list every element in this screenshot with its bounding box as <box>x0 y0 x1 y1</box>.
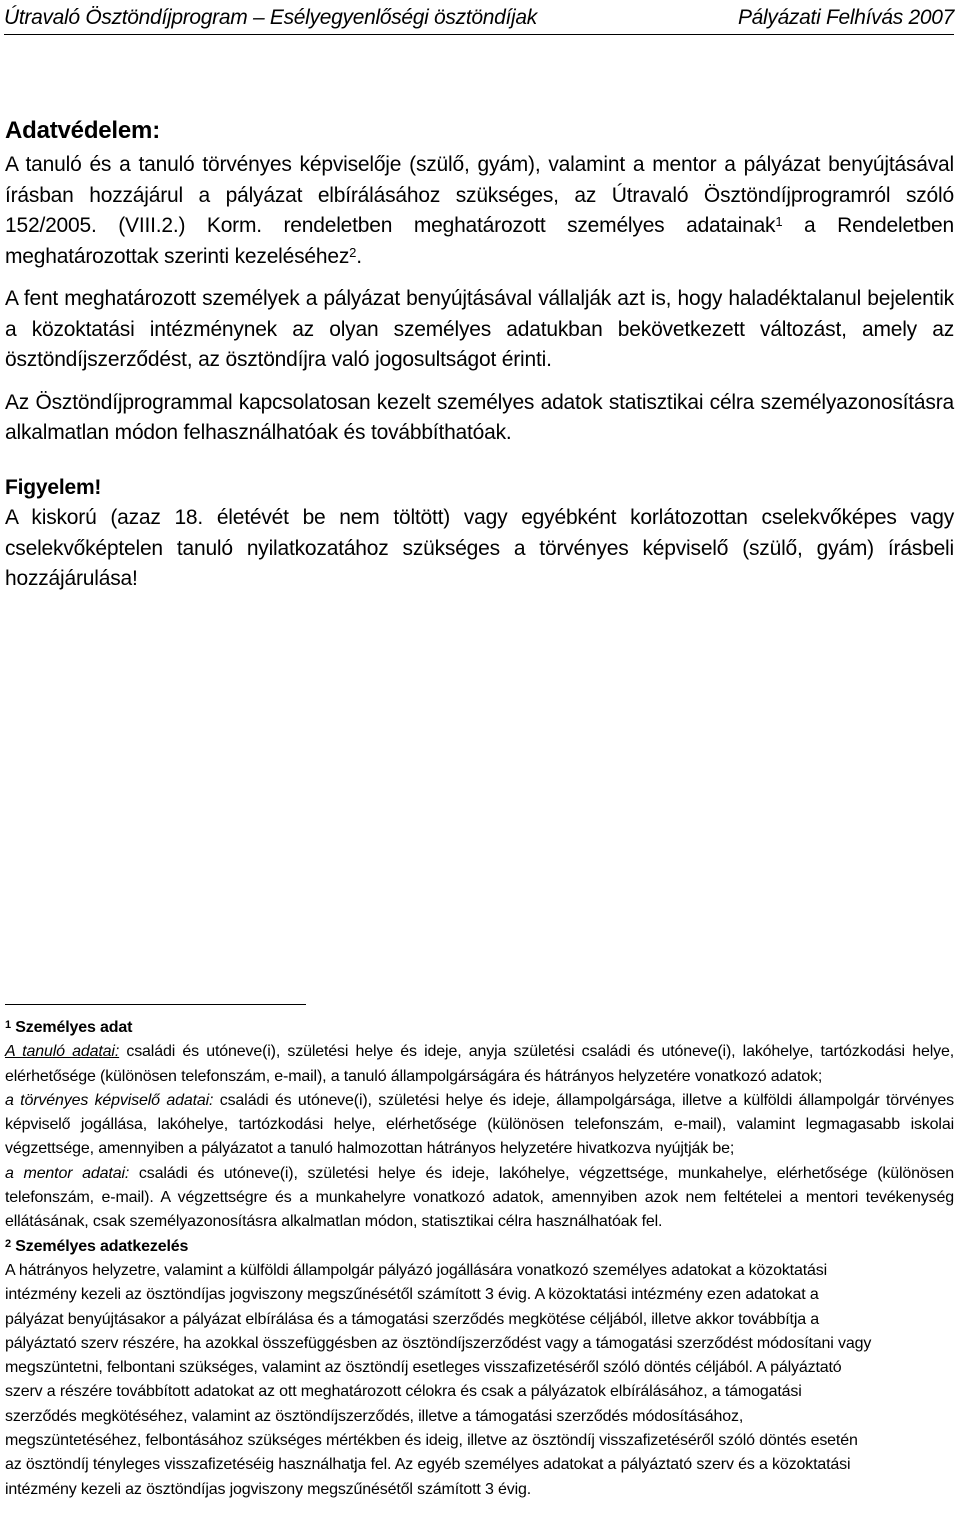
warning-paragraph: A kiskorú (azaz 18. életévét be nem töltött) vagy egyébként korlátozottan cselekvőképes vagy cselekvőképtelen tanuló nyilatkozatához szükséges a törvényes képviselő (szülő, gyám) írásbeli hozzájárulása! <box>5 506 954 590</box>
footnote-1-student <box>5 1040 954 1089</box>
footnote-ref-1[interactable]: 1 <box>775 214 783 229</box>
footnote-2-title <box>5 1235 954 1259</box>
footnote-ref-2[interactable]: 2 <box>349 244 357 260</box>
page-header <box>4 4 954 35</box>
footnote-2-line: szerződés megkötéséhez, valamint az ösztöndíjszerződés, illetve a támogatási szerződés módosításához, <box>5 1407 744 1425</box>
footnote-2-line: pályáztató szerv részére, ha azokkal összefüggésben az ösztöndíjszerződést vagy a támogatási szerződést módosítani vagy <box>5 1334 872 1352</box>
footnote-2-title-text: Személyes adatkezelés <box>10 1237 189 1255</box>
representative-data-label: a törvényes képviselő adatai: <box>5 1091 214 1109</box>
header-call-title: Pályázati Felhívás 2007 <box>737 6 954 29</box>
section-heading: Adatvédelem: <box>5 117 160 144</box>
consent-text-end: . <box>356 244 362 268</box>
footnote-2-line: A hátrányos helyzetre, valamint a külföldi állampolgár pályázó jogállására vonatkozó személyes adatokat a közoktatási <box>5 1261 828 1279</box>
footnote-separator <box>5 1004 306 1005</box>
footnotes <box>5 1016 954 1502</box>
consent-text: A tanuló és a tanuló törvényes képviselője (szülő, gyám), valamint a mentor a pályázat benyújtásával írásban hozzájárul a pályázat elbírálásához szükséges, az Útravaló Ösztöndíjprogramról szóló 152/2005. (VIII.2.) Korm. rendeletben meghatározott személyes adatainak <box>5 153 954 237</box>
notification-paragraph: A fent meghatározott személyek a pályázat benyújtásával vállalják azt is, hogy haladéktalanul bejelentik a közoktatási intézménynek az olyan személyes adatukban bekövetkezett változást, amely az ösztöndíjszerződést, az ösztöndíjra való jogosultságot érinti. <box>5 287 954 371</box>
footnote-2-line: megszüntetni, felbontani szükséges, valamint az ösztöndíj esetleges visszafizetéséről szóló döntés céljából. A pályáztató <box>5 1359 842 1377</box>
footnote-2-body <box>5 1259 954 1502</box>
representative-data-text: családi és utóneve(i), születési helye és ideje, állampolgársága, illetve a külföldi állampolgár törvényes képviselő jogállása, lakóhelye, tartózkodási helye, elérhetősége (különösen telefonszám, e-mail), valamint legmagasabb iskolai végzettsége, amennyiben a pályázatot a tanuló halmozottan hátrányos helyzetére hivatkozva nyújtják be; <box>5 1091 954 1158</box>
footnote-1-title <box>5 1016 954 1040</box>
consent-paragraph <box>5 150 954 272</box>
student-data-label: A tanuló adatai: <box>5 1043 120 1061</box>
footnote-2-line: intézmény kezeli az ösztöndíjas jogviszony megszűnésétől számított 3 évig. <box>5 1480 532 1498</box>
mentor-data-label: a mentor adatai: <box>5 1164 130 1182</box>
footnote-2-line: pályázat benyújtásakor a pályázat elbírálása és a támogatási szerződés megkötése céljából, illetve akkor továbbítja a <box>5 1310 820 1328</box>
warning-heading: Figyelem! <box>5 475 102 499</box>
footnote-2-number: 2 <box>5 1237 11 1250</box>
mentor-data-text: családi és utóneve(i), születési helye és ideje, lakóhelye, végzettsége, munkahelye, elérhetősége (különösen telefonszám, e-mail). A végzettségre és a munkahelyre vonatkozó adatok, amennyiben azok nem feltételei a mentori tevékenység ellátásának, csak személyazonosításra alkalmatlan módon, statisztikai célra használhatóak fel. <box>5 1164 954 1231</box>
header-program-title: Útravaló Ösztöndíjprogram – Esélyegyenlőségi ösztöndíjak <box>4 6 537 29</box>
footnote-2-line: az ösztöndíj tényleges visszafizetéséig használhatja fel. Az egyéb személyes adatokat a pályáztató szerv és a közoktatási <box>5 1456 851 1474</box>
footnote-2-line: intézmény kezeli az ösztöndíjas jogviszony megszűnésétől számított 3 évig. A közoktatási intézmény ezen adatokat a <box>5 1286 819 1304</box>
main-content <box>5 112 954 595</box>
footnote-1-representative <box>5 1089 954 1162</box>
student-data-text: családi és utóneve(i), születési helye és ideje, anyja születési családi és utóneve(i), lakóhelye, tartózkodási helye, elérhetősége (különösen telefonszám, e-mail), a tanuló állampolgárságára és hátrányos helyzetére vonatkozó adatok; <box>5 1043 954 1085</box>
statistics-paragraph: Az Ösztöndíjprogrammal kapcsolatosan kezelt személyes adatok statisztikai célra személyazonosításra alkalmatlan módon felhasználhatóak és továbbíthatóak. <box>5 390 954 444</box>
footnote-2-line: megszüntetéséhez, felbontásához szükséges mértékben és ideig, illetve az ösztöndíj visszafizetéséről szóló döntés esetén <box>5 1432 858 1450</box>
footnote-1-mentor <box>5 1162 954 1235</box>
footnote-2-line: szerv a részére továbbított adatokat az ott meghatározott célokra és csak a pályázatok elbírálásához, a támogatási <box>5 1383 802 1401</box>
footnote-1-number: 1 <box>5 1019 11 1031</box>
footnote-1-title-text: Személyes adat <box>10 1019 133 1036</box>
consent-text-2: a Rendeletben meghatározottak szerinti kezeléséhez <box>5 214 954 268</box>
